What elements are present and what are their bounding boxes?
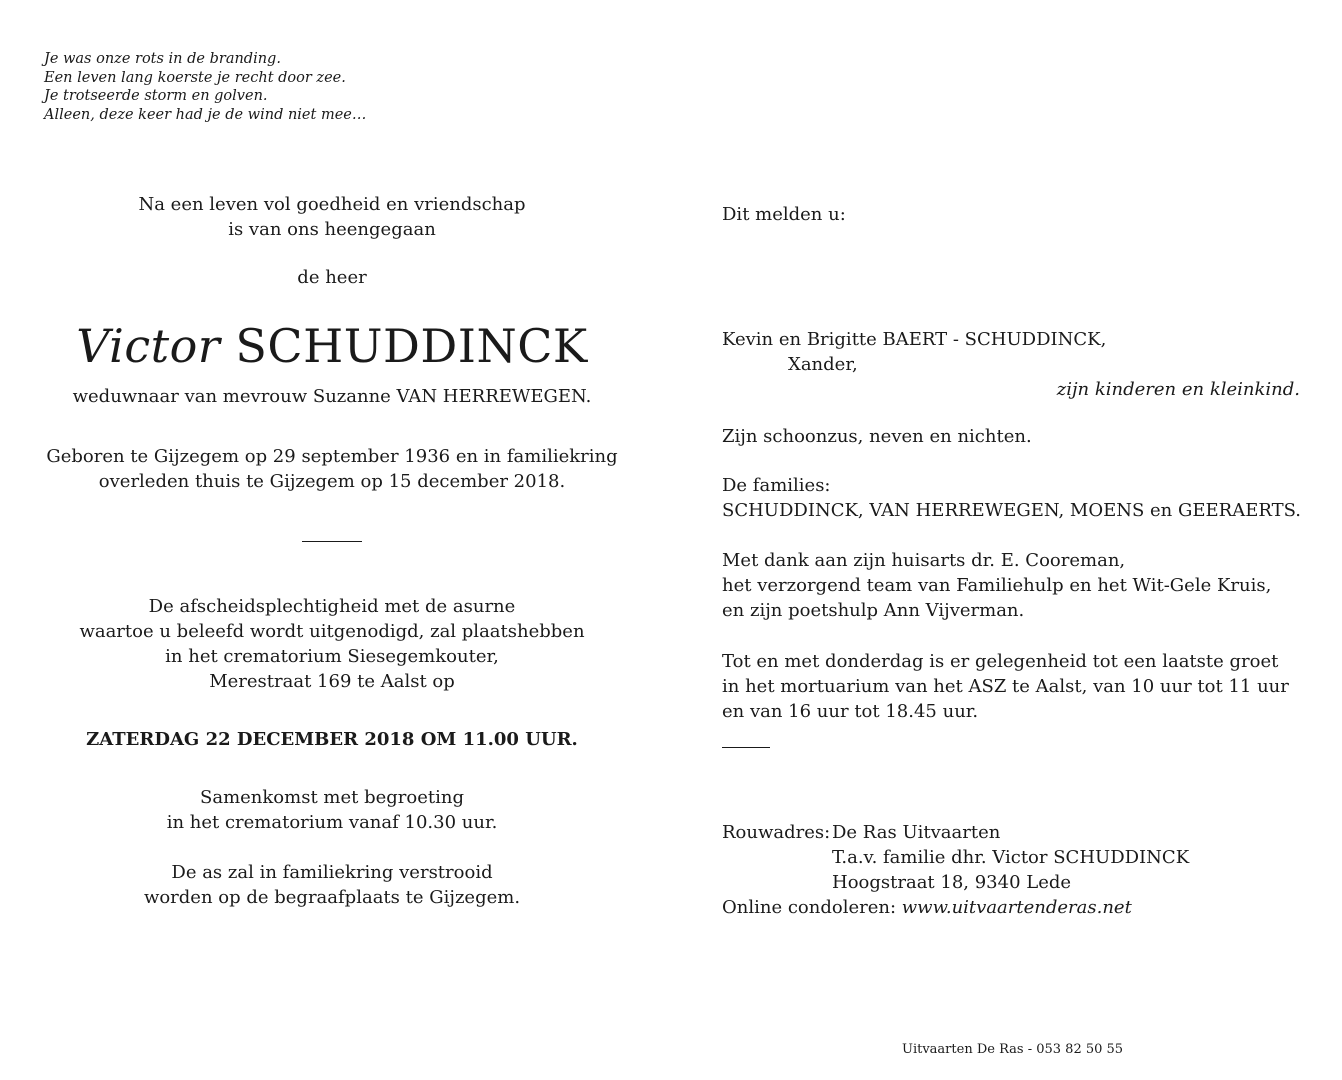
ashes-info (32, 860, 632, 910)
grandchild-name: Xander, (788, 354, 858, 375)
separator-line (722, 747, 770, 748)
widower-note: weduwnaar van mevrouw Suzanne VAN HERREWEGEN. (72, 386, 592, 407)
intro-text (32, 192, 632, 242)
inlaws-line: Zijn schoonzus, neven en nichten. (722, 426, 1032, 447)
poem-line: Alleen, deze keer had je de wind niet mee… (44, 106, 367, 123)
ceremony-info (32, 594, 632, 694)
last-name: SCHUDDINCK (235, 319, 588, 373)
death-line: overleden thuis te Gijzegem op 15 december 2018. (98, 471, 566, 492)
visitation-line: in het mortuarium van het ASZ te Aalst, van 10 uur tot 11 uur (722, 676, 1289, 697)
gathering-line: Samenkomst met begroeting (200, 787, 464, 808)
thanks-line: en zijn poetshulp Ann Vijverman. (722, 600, 1025, 621)
poem-line: Je trotseerde storm en golven. (44, 88, 268, 104)
announcement-heading: Dit melden u: (722, 204, 846, 225)
birth-death-info (32, 444, 632, 494)
ceremony-line: Merestraat 169 te Aalst op (209, 671, 455, 692)
online-row (722, 895, 1189, 920)
visitation-line: Tot en met donderdag is er gelegenheid tot een laatste groet (722, 651, 1279, 672)
families-block (722, 473, 1301, 523)
first-name: Victor (76, 319, 221, 373)
visitation-line: en van 16 uur tot 18.45 uur. (722, 701, 979, 722)
thanks-block (722, 548, 1271, 623)
children-names: Kevin en Brigitte BAERT - SCHUDDINCK, (722, 329, 1107, 350)
gathering-line: in het crematorium vanaf 10.30 uur. (166, 812, 498, 833)
visitation-block (722, 649, 1289, 724)
online-condolence-link[interactable]: www.uitvaartenderas.net (901, 897, 1132, 918)
address-line: De Ras Uitvaarten (832, 822, 1001, 843)
address-row (722, 820, 1189, 845)
poem-line: Je was onze rots in de branding. (44, 51, 281, 67)
thanks-line: het verzorgend team van Familiehulp en het Wit-Gele Kruis, (722, 575, 1272, 596)
address-label: Rouwadres: (722, 822, 831, 843)
address-line: Hoogstraat 18, 9340 Lede (832, 872, 1072, 893)
thanks-line: Met dank aan zijn huisarts dr. E. Cooreman, (722, 550, 1126, 571)
address-line: T.a.v. familie dhr. Victor SCHUDDINCK (832, 847, 1190, 868)
honorific: de heer (297, 267, 367, 288)
condolence-address (722, 820, 1189, 920)
families-label: De families: (722, 475, 831, 496)
online-label: Online condoleren: (722, 897, 897, 918)
deceased-name (32, 318, 632, 374)
children-role: zijn kinderen en kleinkind. (1056, 379, 1300, 400)
ceremony-line: in het crematorium Siesegemkouter, (165, 646, 499, 667)
opening-poem (44, 50, 366, 124)
birth-line: Geboren te Gijzegem op 29 september 1936 en in familiekring (46, 446, 618, 467)
separator-line (302, 541, 362, 542)
families-names: SCHUDDINCK, VAN HERREWEGEN, MOENS en GEERAERTS. (722, 500, 1301, 521)
intro-line: Na een leven vol goedheid en vriendschap (138, 194, 526, 215)
poem-line: Een leven lang koerste je recht door zee. (44, 69, 346, 86)
gathering-info (32, 785, 632, 835)
footer-credit: Uitvaarten De Ras - 053 82 50 55 (902, 1042, 1124, 1057)
ceremony-line: De afscheidsplechtigheid met de asurne (148, 596, 516, 617)
children-block (722, 327, 1106, 377)
ashes-line: worden op de begraafplaats te Gijzegem. (143, 887, 521, 908)
ceremony-date: ZATERDAG 22 DECEMBER 2018 OM 11.00 UUR. (86, 729, 578, 750)
intro-line: is van ons heengegaan (228, 219, 436, 240)
ashes-line: De as zal in familiekring verstrooid (171, 862, 493, 883)
ceremony-line: waartoe u beleefd wordt uitgenodigd, zal plaatshebben (79, 621, 585, 642)
